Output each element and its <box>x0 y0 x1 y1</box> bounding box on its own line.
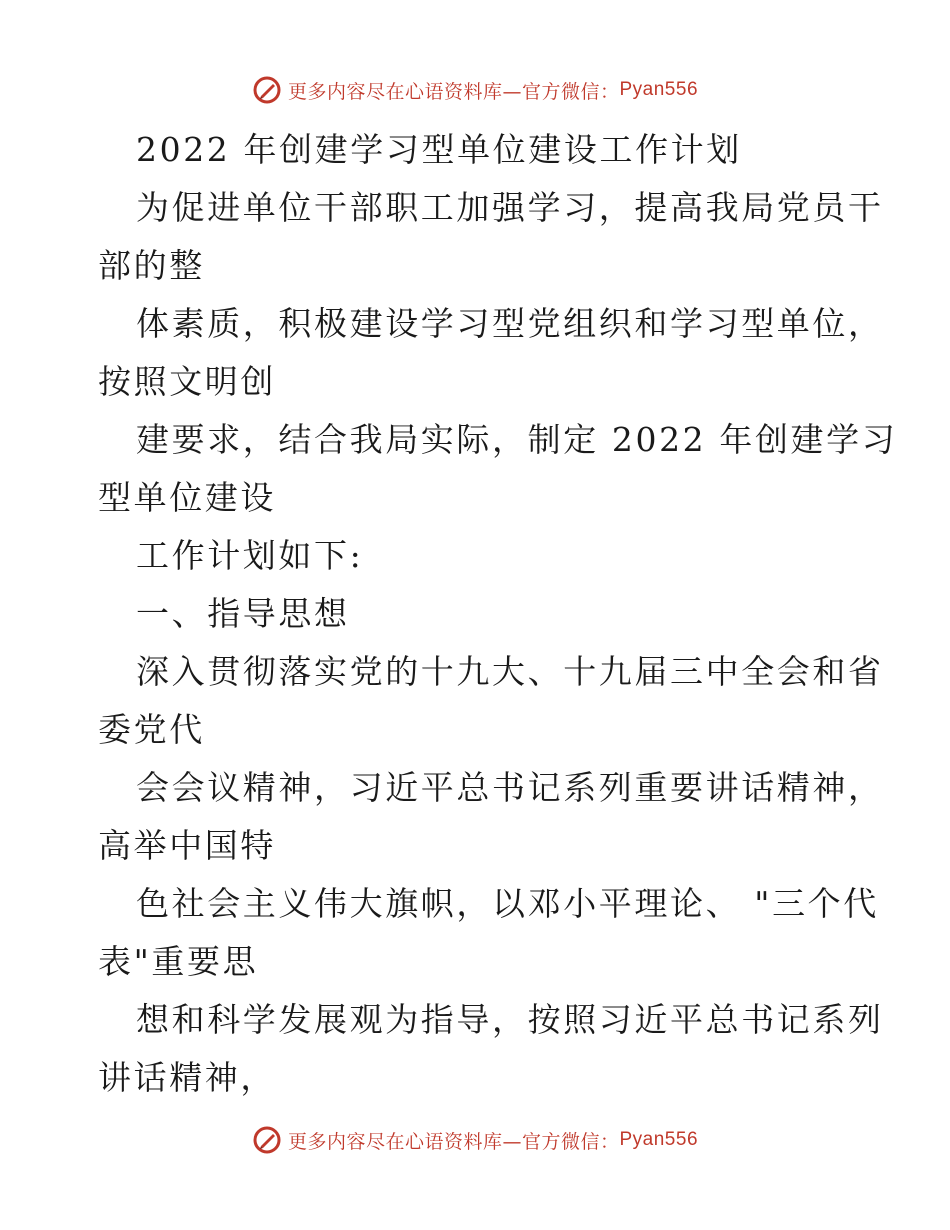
text-line: 工作计划如下: <box>136 536 364 575</box>
text-line: 委党代 <box>98 710 205 749</box>
text-line: 体素质，积极建设学习型党组织和学习型单位， <box>136 304 884 343</box>
banner-wechat-id: Pyan556 <box>619 1129 699 1150</box>
pen-logo-icon <box>252 75 282 105</box>
text-line: 深入贯彻落实党的十九大、十九届三中全会和省 <box>136 652 884 691</box>
banner-wechat-label: 官方微信： <box>521 80 620 103</box>
text-line: 色社会主义伟大旗帜，以邓小平理论、 "三个代 <box>136 884 879 923</box>
text-line: 想和科学发展观为指导，按照习近平总书记系列 <box>136 1000 884 1039</box>
text-line: 型单位建设 <box>98 478 276 517</box>
text-line: 讲话精神， <box>98 1058 276 1097</box>
text-line: 部的整 <box>98 246 205 285</box>
banner-text: 更多内容尽在心语资料库— <box>287 80 522 103</box>
text-line: 高举中国特 <box>98 826 276 865</box>
pen-logo-icon <box>252 1125 282 1155</box>
footer-watermark-banner <box>0 1120 950 1160</box>
text-line: 按照文明创 <box>98 362 276 401</box>
header-watermark-banner <box>0 70 950 110</box>
banner-text: 更多内容尽在心语资料库— <box>287 1130 522 1153</box>
text-line: 会会议精神，习近平总书记系列重要讲话精神， <box>136 768 884 807</box>
document-title: 2022 年创建学习型单位建设工作计划 <box>136 130 742 169</box>
text-line: 表"重要思 <box>98 942 259 981</box>
text-line: 建要求，结合我局实际，制定 2022 年创建学习 <box>136 420 898 459</box>
text-line: 为促进单位干部职工加强学习，提高我局党员干 <box>136 188 884 227</box>
banner-wechat-label: 官方微信： <box>521 1130 620 1153</box>
section-heading: 一、指导思想 <box>136 594 350 633</box>
banner-wechat-id: Pyan556 <box>619 79 699 100</box>
